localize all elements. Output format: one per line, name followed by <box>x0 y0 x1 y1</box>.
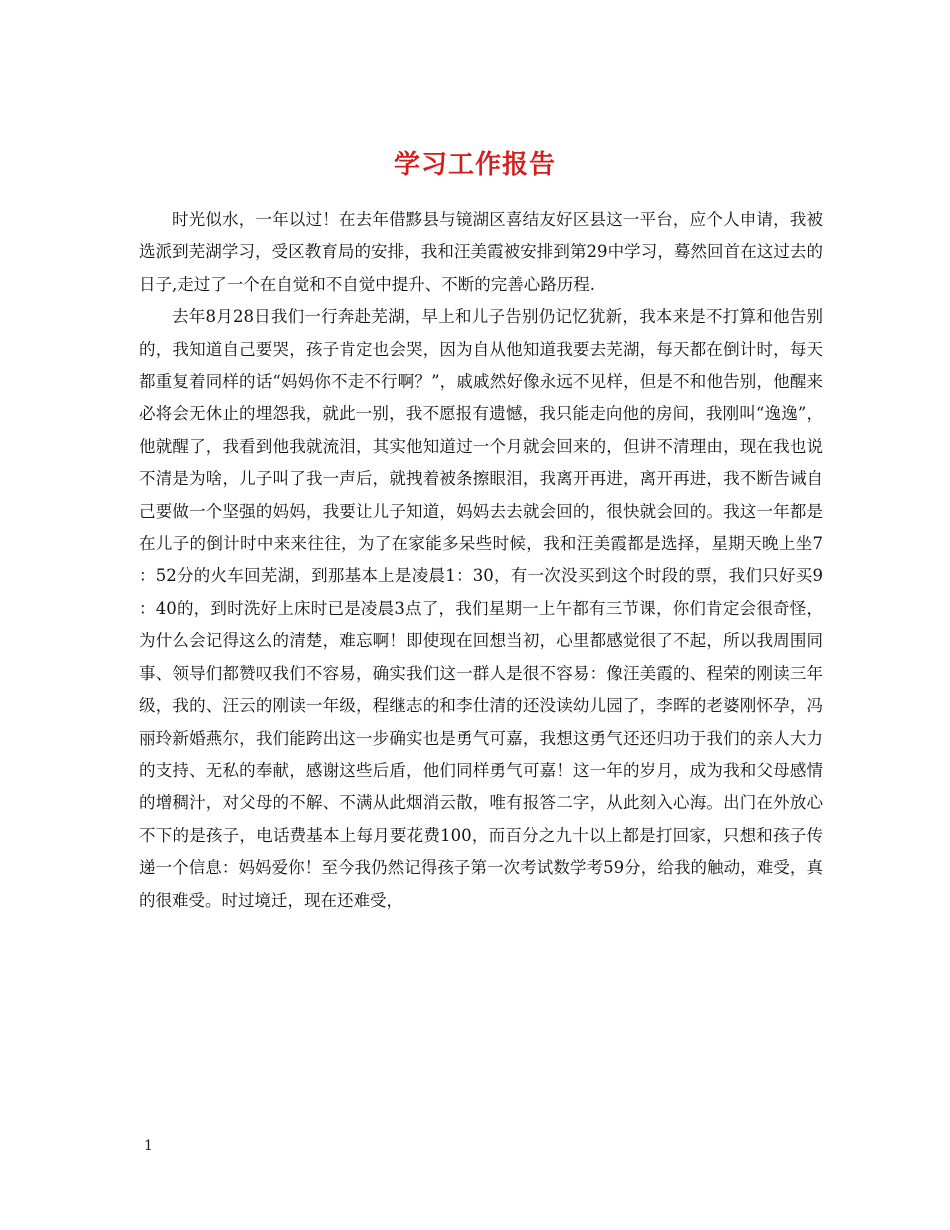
page-number: 1 <box>144 1138 153 1154</box>
document-title: 学习工作报告 <box>393 150 556 181</box>
document-body <box>139 204 823 917</box>
paragraph-1: 时光似水，一年以过！在去年借黟县与镜湖区喜结友好区县这一平台，应个人申请，我被选派到芜湖学习，受区教育局的安排，我和汪美霞被安排到第29中学习，蓦然回首在这过去的日子,走过了一个在自觉和不自觉中提升、不断的完善心路历程. <box>139 210 823 294</box>
paragraph-2: 去年8月28日我们一行奔赴芜湖，早上和儿子告别仍记忆犹新，我本来是不打算和他告别的，我知道自己要哭，孩子肯定也会哭，因为自从他知道我要去芜湖，每天都在倒计时，每天都重复着同样的话“妈妈你不走不行啊？”，戚戚然好像永远不见样，但是不和他告别，他醒来必将会无休止的埋怨我，就此一别，我不愿报有遗憾，我只能走向他的房间，我刚叫“逸逸”，他就醒了，我看到他我就流泪，其实他知道过一个月就会回来的，但讲不清理由，现在我也说不清是为啥，儿子叫了我一声后，就拽着被条擦眼泪，我离开再进，离开再进，我不断告诫自己要做一个坚强的妈妈，我要让儿子知道，妈妈去去就会回的，很快就会回的。我这一年都是在儿子的倒计时中来来往往，为了在家能多呆些时候，我和汪美霞都是选择，星期天晚上坐7：52分的火车回芜湖，到那基本上是凌晨1：30，有一次没买到这个时段的票，我们只好买9：40的，到时洗好上床时已是凌晨3点了，我们星期一上午都有三节课，你们肯定会很奇怪，为什么会记得这么的清楚，难忘啊！即使现在回想当初，心里都感觉很了不起，所以我周围同事、领导们都赞叹我们不容易，确实我们这一群人是很不容易：像汪美霞的、程荣的刚读三年级，我的、汪云的刚读一年级，程继志的和李仕清的还没读幼儿园了，李晖的老婆刚怀孕，冯丽玲新婚燕尔，我们能跨出这一步确实也是勇气可嘉，我想这勇气还还归功于我们的亲人大力的支持、无私的奉献，感谢这些后盾，他们同样勇气可嘉！这一年的岁月，成为我和父母感情的增稠汁，对父母的不解、不满从此烟消云散，唯有报答二字，从此刻入心海。出门在外放心不下的是孩子，电话费基本上每月要花费100，而百分之九十以上都是打回家，只想和孩子传递一个信息：妈妈爱你！至今我仍然记得孩子第一次考试数学考59分，给我的触动，难受，真的很难受。时过境迁，现在还难受， <box>139 307 823 910</box>
